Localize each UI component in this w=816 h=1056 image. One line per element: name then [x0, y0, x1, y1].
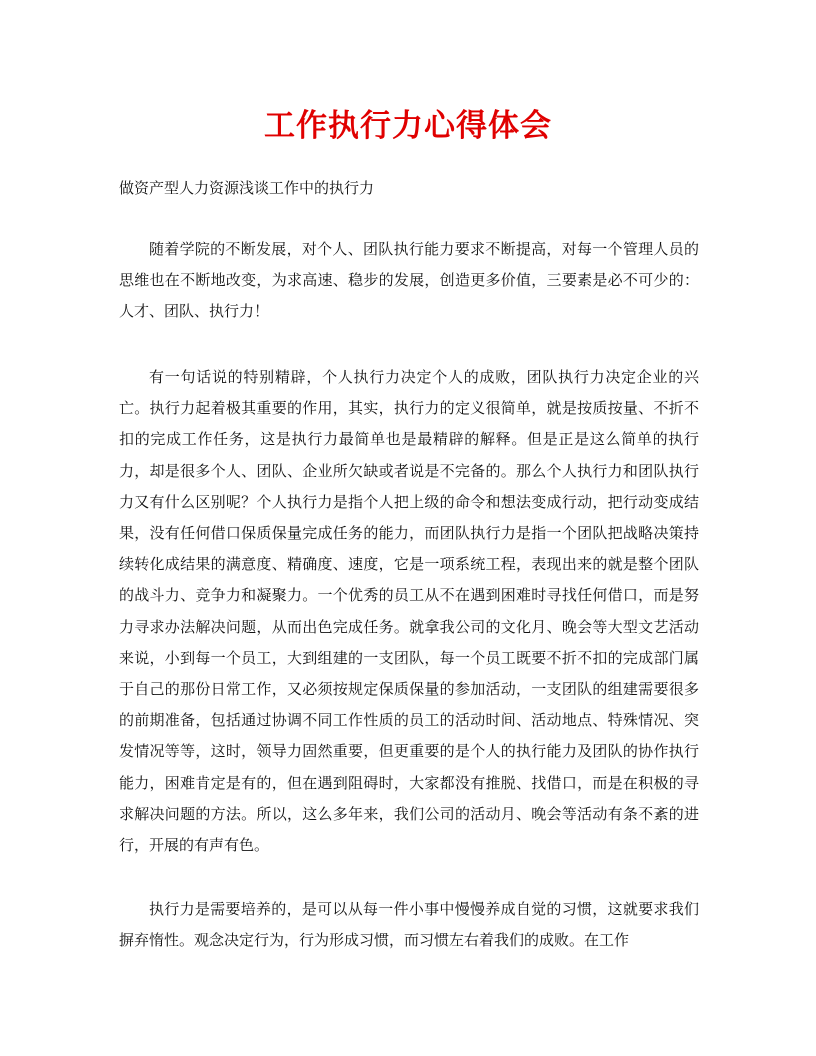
paragraph-1: 随着学院的不断发展，对个人、团队执行能力要求不断提高，对每一个管理人员的思维也在不断地改变，为求高速、稳步的发展，创造更多价值，三要素是必不可少的：人才、团队、执行力！ — [119, 240, 699, 321]
document-title: 工作执行力心得体会 — [264, 108, 552, 144]
paragraph-3: 执行力是需要培养的，是可以从每一件小事中慢慢养成自觉的习惯，这就要求我们摒弃惰性。观念决定行为，行为形成习惯，而习惯左右着我们的成败。在工作 — [119, 900, 699, 950]
document-subtitle: 做资产型人力资源浅谈工作中的执行力 — [119, 179, 375, 197]
paragraph-2: 有一句话说的特别精辟，个人执行力决定个人的成败，团队执行力决定企业的兴亡。执行力起着极其重要的作用，其实，执行力的定义很简单，就是按质按量、不折不扣的完成工作任务，这是执行力最简单也是最精辟的解释。但是正是这么简单的执行力，却是很多个人、团队、企业所欠缺或者说是不完备的。那么个人执行力和团队执行力又有什么区别呢？个人执行力是指个人把上级的命令和想法变成行动，把行动变成结果，没有任何借口保质保量完成任务的能力，而团队执行力是指一个团队把战略决策持续转化成结果的满意度、精确度、速度，它是一项系统工程，表现出来的就是整个团队的战斗力、竞争力和凝聚力。一个优秀的员工从不在遇到困难时寻找任何借口，而是努力寻求办法解决问题，从而出色完成任务。就拿我公司的文化月、晚会等大型文艺活动来说，小到每一个员工，大到组建的一支团队，每一个员工既要不折不扣的完成部门属于自己的那份日常工作，又必须按规定保质保量的参加活动，一支团队的组建需要很多的前期准备，包括通过协调不同工作性质的员工的活动时间、活动地点、特殊情况、突发情况等等，这时，领导力固然重要，但更重要的是个人的执行能力及团队的协作执行能力，困难肯定是有的，但在遇到阻碍时，大家都没有推脱、找借口，而是在积极的寻求解决问题的方法。所以，这么多年来，我们公司的活动月、晚会等活动有条不紊的进行，开展的有声有色。 — [119, 368, 699, 855]
